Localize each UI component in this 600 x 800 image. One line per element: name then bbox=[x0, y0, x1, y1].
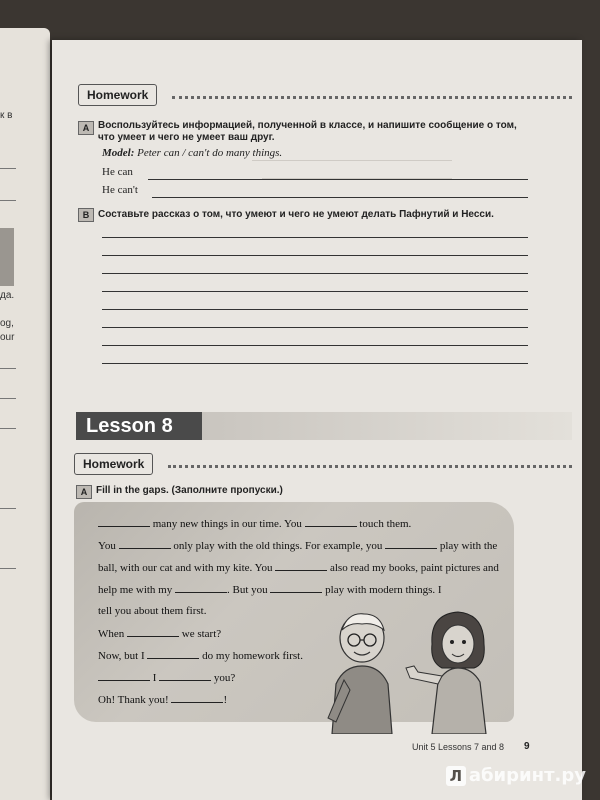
workbook-page bbox=[52, 40, 582, 800]
writing-line[interactable] bbox=[102, 327, 528, 328]
old-man-figure bbox=[328, 614, 392, 734]
homework-header: Homework bbox=[78, 84, 157, 106]
header-dotted-rule bbox=[172, 96, 572, 99]
gap-text: touch them. bbox=[359, 518, 412, 530]
gap-line bbox=[98, 604, 206, 618]
gap-blank[interactable] bbox=[159, 670, 211, 681]
gap-text: When bbox=[98, 628, 125, 640]
gap-blank[interactable] bbox=[275, 560, 327, 571]
gap-line bbox=[98, 516, 411, 531]
writing-line[interactable] bbox=[102, 363, 528, 364]
characters-illustration bbox=[314, 608, 514, 734]
lesson-bar-shade bbox=[202, 412, 572, 440]
gap-text: play with the bbox=[439, 540, 498, 552]
gap-blank[interactable] bbox=[171, 692, 223, 703]
left-fragment: к в bbox=[0, 110, 13, 121]
writing-line[interactable] bbox=[102, 291, 528, 292]
gap-text: we start? bbox=[181, 628, 222, 640]
gap-blank[interactable] bbox=[98, 516, 150, 527]
left-page-edge bbox=[0, 28, 50, 800]
gap-line bbox=[98, 670, 235, 685]
gap-blank[interactable] bbox=[385, 538, 437, 549]
gap-blank[interactable] bbox=[119, 538, 171, 549]
instruction-line: что умеет и чего не умеет ваш друг. bbox=[98, 132, 275, 143]
instruction-line: Воспользуйтесь информацией, полученной в классе, и напишите сообщение о том, bbox=[98, 120, 517, 131]
he-cant-label: He can't bbox=[102, 184, 138, 196]
task-a-instruction bbox=[98, 120, 517, 144]
gap-text: play with modern things. I bbox=[325, 584, 442, 596]
girl-figure bbox=[406, 612, 486, 734]
gap-blank[interactable] bbox=[305, 516, 357, 527]
writing-line[interactable] bbox=[102, 309, 528, 310]
gap-text: do my homework first. bbox=[202, 650, 303, 662]
left-rule bbox=[0, 568, 16, 569]
model-text: Peter can / can't do many things. bbox=[137, 147, 283, 159]
model-example bbox=[102, 147, 282, 159]
left-rule bbox=[0, 368, 16, 369]
gap-text: Now, but I bbox=[98, 650, 145, 662]
left-rule bbox=[0, 168, 16, 169]
writing-line[interactable] bbox=[102, 255, 528, 256]
bleed-through bbox=[262, 178, 452, 179]
gap-text: ! bbox=[223, 694, 228, 706]
gap-text: I bbox=[152, 672, 157, 684]
gap-blank[interactable] bbox=[175, 582, 227, 593]
gap-text: also read my books, paint pictures and bbox=[329, 562, 499, 574]
left-rule bbox=[0, 428, 16, 429]
watermark-logo-icon: Л bbox=[446, 766, 466, 786]
watermark-text: абиринт.ру bbox=[468, 765, 586, 786]
left-rule bbox=[0, 508, 16, 509]
model-label: Model: bbox=[102, 147, 135, 159]
gap-text: Oh! Thank you! bbox=[98, 694, 169, 706]
gap-blank[interactable] bbox=[270, 582, 322, 593]
footer-unit: Unit 5 Lessons 7 and 8 bbox=[412, 742, 505, 752]
writing-line[interactable] bbox=[148, 179, 528, 180]
writing-line[interactable] bbox=[152, 197, 528, 198]
left-rule bbox=[0, 200, 16, 201]
gap-line bbox=[98, 648, 303, 663]
gap-line bbox=[98, 626, 221, 641]
gap-line bbox=[98, 538, 497, 553]
page-number: 9 bbox=[524, 741, 530, 752]
he-can-label: He can bbox=[102, 166, 133, 178]
gap-text: ball, with our cat and with my kite. You bbox=[98, 562, 273, 574]
fill-gaps-instruction: Fill in the gaps. (Заполните пропуски.) bbox=[96, 485, 283, 496]
gap-text: tell you about them first. bbox=[98, 605, 207, 617]
gap-text: only play with the old things. For example, you bbox=[173, 540, 383, 552]
task-letter-b: B bbox=[78, 208, 94, 222]
lesson-title: Lesson 8 bbox=[76, 412, 202, 440]
task-b-instruction: Составьте рассказ о том, что умеют и чего не умеют делать Пафнутий и Несси. bbox=[98, 209, 494, 220]
gap-text: help me with my bbox=[98, 584, 173, 596]
gap-line bbox=[98, 582, 442, 597]
watermark bbox=[446, 765, 586, 786]
homework-header: Homework bbox=[74, 453, 153, 475]
gap-line bbox=[98, 692, 227, 707]
writing-line[interactable] bbox=[102, 345, 528, 346]
gap-text: many new things in our time. You bbox=[152, 518, 302, 530]
left-fragment: og, bbox=[0, 318, 14, 329]
bleed-through bbox=[252, 160, 452, 161]
left-rule bbox=[0, 398, 16, 399]
gap-line bbox=[98, 560, 499, 575]
gap-blank[interactable] bbox=[98, 670, 150, 681]
gap-blank[interactable] bbox=[127, 626, 179, 637]
gap-text: You bbox=[98, 540, 116, 552]
header-dotted-rule bbox=[168, 465, 572, 468]
gap-text: . But you bbox=[227, 584, 268, 596]
left-image-fragment bbox=[0, 228, 14, 286]
writing-line[interactable] bbox=[102, 237, 528, 238]
gap-text: you? bbox=[213, 672, 236, 684]
gap-blank[interactable] bbox=[147, 648, 199, 659]
left-fragment: да. bbox=[0, 290, 15, 301]
task-letter-a: A bbox=[78, 121, 94, 135]
left-fragment: our bbox=[0, 332, 15, 343]
task-letter-a: A bbox=[76, 485, 92, 499]
writing-line[interactable] bbox=[102, 273, 528, 274]
